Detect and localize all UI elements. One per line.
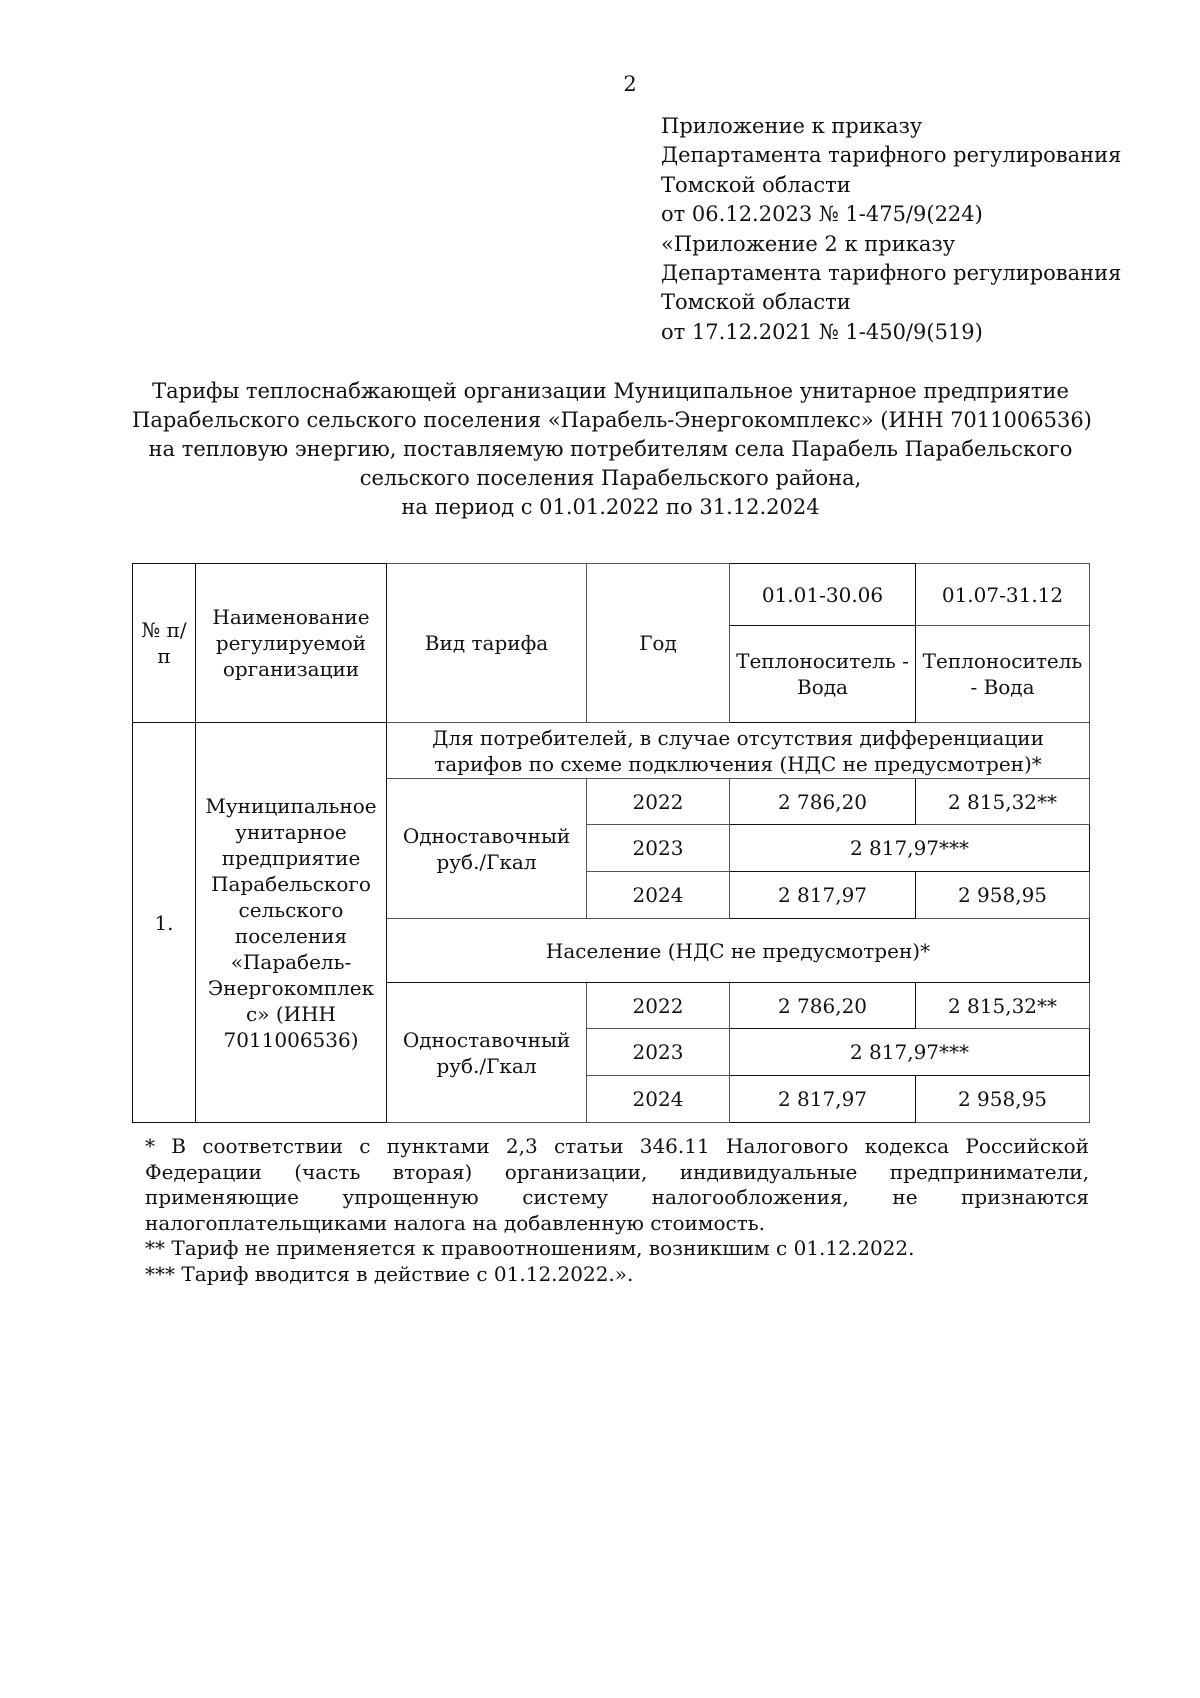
header-number: № п/п [133, 564, 196, 723]
title-line: сельского поселения Парабельского района, [359, 466, 862, 490]
tariff-type: Одноставочный руб./Гкал [387, 779, 587, 919]
value-h2: 2 958,95 [916, 1076, 1090, 1123]
section-row [133, 723, 1090, 779]
value-h1: 2 786,20 [730, 779, 916, 825]
year-cell: 2024 [587, 872, 730, 919]
page-number: 2 [623, 72, 637, 96]
header-tariff-type: Вид тарифа [387, 564, 587, 723]
value-h1: 2 786,20 [730, 983, 916, 1029]
year-cell: 2023 [587, 825, 730, 872]
value-merged: 2 817,97*** [730, 1029, 1090, 1076]
appendix-line: Приложение к приказу [661, 114, 923, 138]
value-h2: 2 958,95 [916, 872, 1090, 919]
header-medium-2: Теплоноситель - Вода [916, 626, 1090, 723]
document-title [132, 377, 1092, 522]
year-cell: 2024 [587, 1076, 730, 1123]
value-h1: 2 817,97 [730, 1076, 916, 1123]
title-line: на тепловую энергию, поставляемую потребителям села Парабель Парабельского [148, 437, 1073, 461]
appendix-line: Томской области [661, 290, 851, 315]
year-cell: 2022 [587, 983, 730, 1029]
header-medium-1: Теплоноситель - Вода [730, 626, 916, 723]
appendix-header [661, 112, 1121, 347]
tariff-type: Одноставочный руб./Гкал [387, 983, 587, 1123]
header-year: Год [587, 564, 730, 723]
appendix-line: Департамента тарифного регулирования [661, 261, 1122, 286]
tariff-table [132, 563, 1090, 1123]
year-cell: 2023 [587, 1029, 730, 1076]
value-h2: 2 815,32** [916, 779, 1090, 825]
value-h2: 2 815,32** [916, 983, 1090, 1029]
table-header-row [133, 564, 1090, 626]
header-period-1: 01.01-30.06 [730, 564, 916, 626]
value-h1: 2 817,97 [730, 872, 916, 919]
appendix-line: «Приложение 2 к приказу [661, 231, 956, 256]
footnote-2: ** Тариф не применяется к правоотношениям, возникшим с 01.12.2022. [145, 1236, 915, 1260]
footnote-3: *** Тариф вводится в действие с 01.12.2022.». [145, 1261, 634, 1286]
section-title: Для потребителей, в случае отсутствия дифференциации тарифов по схеме подключения (НДС не предусмотрен)* [387, 723, 1090, 779]
header-org: Наименование регулируемой организации [196, 564, 387, 723]
footnotes [145, 1134, 1089, 1287]
org-name: Муниципальное унитарное предприятие Парабельского сельского поселения «Парабель-Энергокомплек с» (ИНН 7011006536) [196, 723, 387, 1123]
title-line: на период с 01.01.2022 по 31.12.2024 [401, 495, 820, 519]
section-title: Население (НДС не предусмотрен)* [387, 919, 1090, 983]
appendix-line: от 17.12.2021 № 1-450/9(519) [661, 319, 983, 344]
title-line: Тарифы теплоснабжающей организации Муниципальное унитарное предприятие [152, 379, 1069, 403]
value-merged: 2 817,97*** [730, 825, 1090, 872]
appendix-line: от 06.12.2023 № 1-475/9(224) [661, 202, 983, 227]
title-line: Парабельского сельского поселения «Парабель-Энергокомплекс» (ИНН 7011006536) [132, 408, 1092, 432]
header-period-2: 01.07-31.12 [916, 564, 1090, 626]
appendix-line: Томской области [661, 172, 851, 197]
row-number: 1. [133, 723, 196, 1123]
footnote-1: * В соответствии с пунктами 2,3 статьи 346.11 Налогового кодекса Российской Федерации (часть вторая) организации, индивидуальные предприниматели, применяющие упрощенную систему налогообложения, не признаются налогоплательщиками налога на добавленную стоимость. [145, 1134, 1089, 1235]
appendix-line: Департамента тарифного регулирования [661, 143, 1122, 168]
year-cell: 2022 [587, 779, 730, 825]
